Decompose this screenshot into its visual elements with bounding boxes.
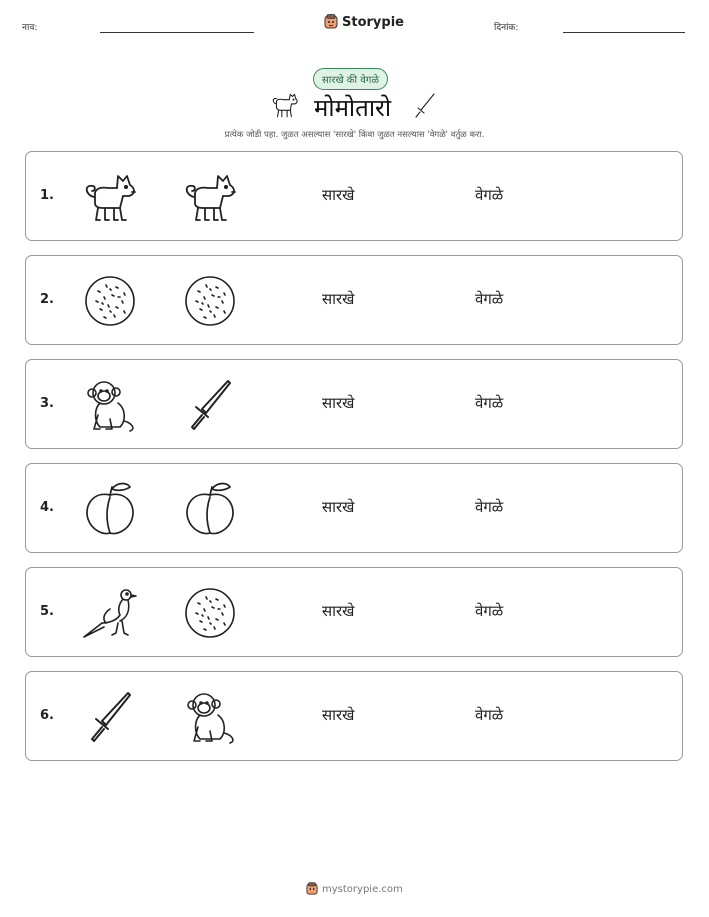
question-row xyxy=(25,255,683,345)
option-different[interactable]: वेगळे xyxy=(475,290,504,308)
option-different[interactable]: वेगळे xyxy=(475,498,504,516)
date-label: दिनांक: xyxy=(494,23,519,33)
question-row xyxy=(25,567,683,657)
dog-icon xyxy=(268,89,302,121)
option-same[interactable]: सारखे xyxy=(322,186,355,204)
brand-logo xyxy=(324,14,404,30)
option-same[interactable]: सारखे xyxy=(322,602,355,620)
question-number: 2. xyxy=(40,292,54,307)
cookie-icon xyxy=(80,271,140,331)
option-different[interactable]: वेगळे xyxy=(475,602,504,620)
question-row xyxy=(25,359,683,449)
brand-name: Storypie xyxy=(342,14,404,30)
footer xyxy=(306,882,403,896)
question-row xyxy=(25,463,683,553)
option-same[interactable]: सारखे xyxy=(322,498,355,516)
sword-icon xyxy=(180,375,240,435)
option-same[interactable]: सारखे xyxy=(322,706,355,724)
footer-url: mystorypie.com xyxy=(322,883,403,895)
question-number: 6. xyxy=(40,708,54,723)
name-label: नाव: xyxy=(22,23,38,33)
sword-icon xyxy=(410,90,440,120)
cookie-icon xyxy=(180,583,240,643)
question-number: 3. xyxy=(40,396,54,411)
option-different[interactable]: वेगळे xyxy=(475,186,504,204)
monkey-icon xyxy=(80,375,140,435)
option-different[interactable]: वेगळे xyxy=(475,394,504,412)
question-number: 1. xyxy=(40,188,54,203)
storypie-mascot-icon xyxy=(324,14,338,30)
pheasant-icon xyxy=(80,583,140,643)
page-title: मोमोतारो xyxy=(314,94,392,122)
date-field[interactable] xyxy=(563,32,685,33)
option-same[interactable]: सारखे xyxy=(322,290,355,308)
peach-icon xyxy=(180,479,240,539)
worksheet-type-tag: सारखे की वेगळे xyxy=(313,68,388,90)
question-row xyxy=(25,671,683,761)
dog-icon xyxy=(80,167,140,227)
option-different[interactable]: वेगळे xyxy=(475,706,504,724)
sword-icon xyxy=(80,687,140,747)
storypie-mascot-icon xyxy=(306,882,318,896)
option-same[interactable]: सारखे xyxy=(322,394,355,412)
cookie-icon xyxy=(180,271,240,331)
peach-icon xyxy=(80,479,140,539)
question-number: 4. xyxy=(40,500,54,515)
dog-icon xyxy=(180,167,240,227)
question-number: 5. xyxy=(40,604,54,619)
monkey-icon xyxy=(180,687,240,747)
name-field[interactable] xyxy=(100,32,254,33)
instructions: प्रत्येक जोडी पहा. जुळत असल्यास 'सारखे' किंवा जुळत नसल्यास 'वेगळे' वर्तुळ करा. xyxy=(224,130,485,140)
question-row xyxy=(25,151,683,241)
